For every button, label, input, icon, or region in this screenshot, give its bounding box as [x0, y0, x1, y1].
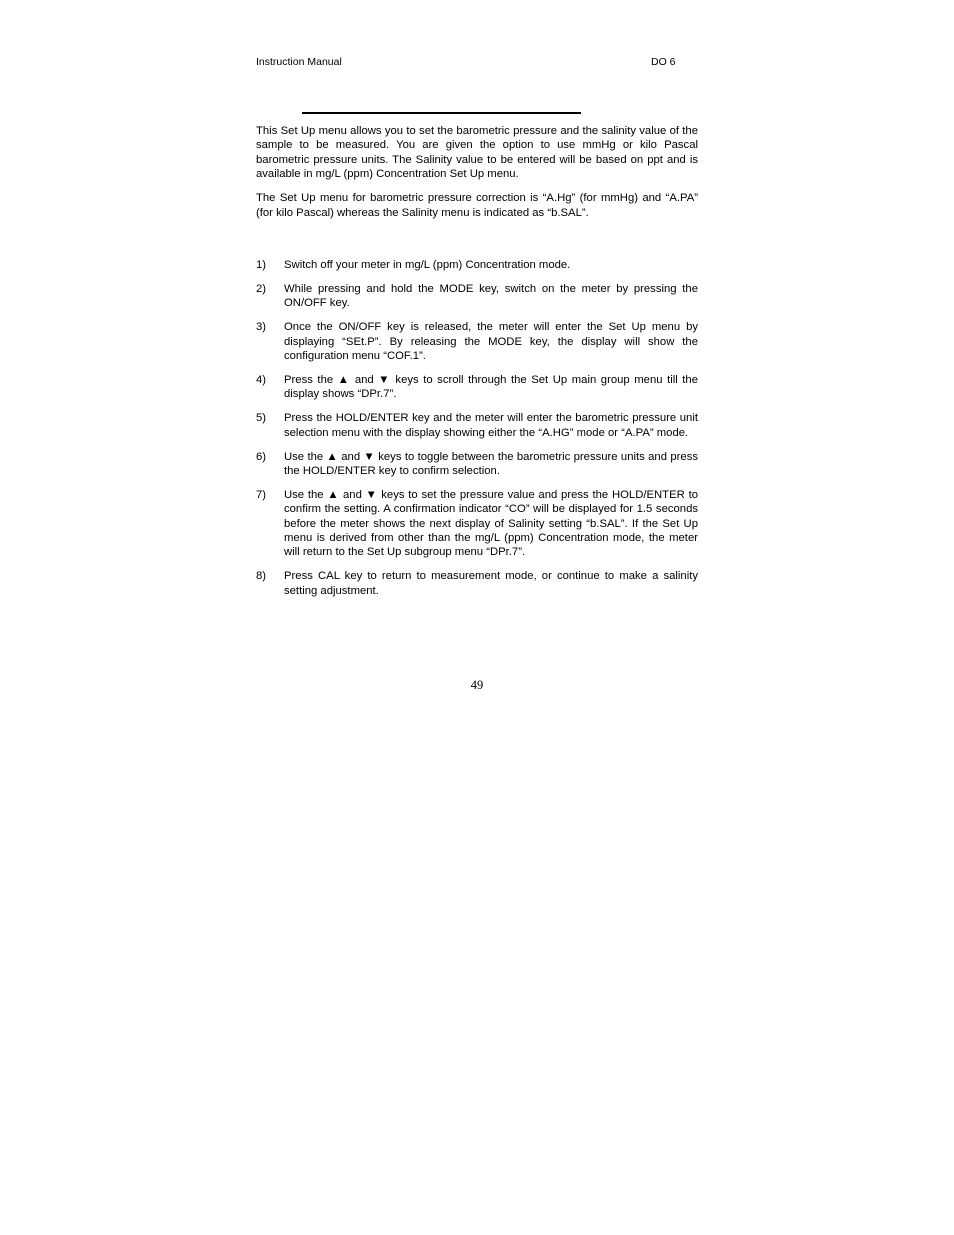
model-name: DO 6: [651, 56, 676, 68]
step-text: Use the ▲ and ▼ keys to toggle between the barometric pressure units and press the HOLD/ENTER key to confirm selection.: [284, 450, 698, 477]
step-number: 7): [256, 488, 267, 501]
step-number: 8): [256, 570, 267, 583]
intro-paragraph: This Set Up menu allows you to set the barometric pressure and the salinity value of the sample to be measured. You are given the option to use mmHg or kilo Pascal barometric pressure units. The Salinity value to be entered will be based on ppt and is available in mg/L (ppm) Concentration Set Up menu.: [256, 125, 698, 181]
page-number: 49: [470, 678, 484, 692]
list-item: [256, 282, 698, 311]
step-text: Use the ▲ and ▼ keys to set the pressure value and press the HOLD/ENTER to confirm the setting. A confirmation indicator “CO” will be displayed for 1.5 seconds before the meter shows the next display of Salinity setting “b.SAL”. If the Set Up menu is derived from other than the mg/L (ppm) Concentration mode, the meter will return to the Set Up subgroup menu “DPr.7”.: [284, 488, 698, 559]
step-text: While pressing and hold the MODE key, switch on the meter by pressing the ON/OFF key.: [284, 282, 698, 310]
list-item: [256, 488, 698, 560]
step-text: Press the HOLD/ENTER key and the meter will enter the barometric pressure unit selection menu with the display showing either the “A.HG” mode or “A.PA” mode.: [284, 412, 698, 439]
step-number: 2): [256, 282, 267, 295]
procedure-steps: [256, 258, 698, 598]
step-number: 4): [256, 373, 267, 386]
step-number: 1): [256, 258, 267, 271]
step-number: 6): [256, 450, 267, 463]
list-item: [256, 373, 698, 402]
list-item: [256, 450, 698, 479]
list-item: [256, 411, 698, 440]
step-text: Press CAL key to return to measurement mode, or continue to make a salinity setting adjustment.: [284, 570, 698, 597]
list-item: [256, 258, 698, 272]
step-text: Switch off your meter in mg/L (ppm) Concentration mode.: [284, 258, 571, 271]
step-number: 5): [256, 412, 267, 425]
list-item: [256, 569, 698, 598]
intro-paragraph: The Set Up menu for barometric pressure correction is “A.Hg” (for mmHg) and “A.PA” (for kilo Pascal) whereas the Salinity menu is indicated as “b.SAL”.: [256, 192, 698, 219]
step-text: Once the ON/OFF key is released, the meter will enter the Set Up menu by displaying “SEt.P”. By releasing the MODE key, the display will show the configuration menu “COF.1”.: [284, 321, 698, 362]
step-number: 3): [256, 321, 267, 334]
manual-title: Instruction Manual: [256, 56, 342, 68]
list-item: [256, 320, 698, 363]
step-text: Press the ▲ and ▼ keys to scroll through the Set Up main group menu till the display shows “DPr.7”.: [284, 373, 698, 401]
page-body: [256, 124, 698, 608]
section-title-underline: [302, 112, 581, 114]
